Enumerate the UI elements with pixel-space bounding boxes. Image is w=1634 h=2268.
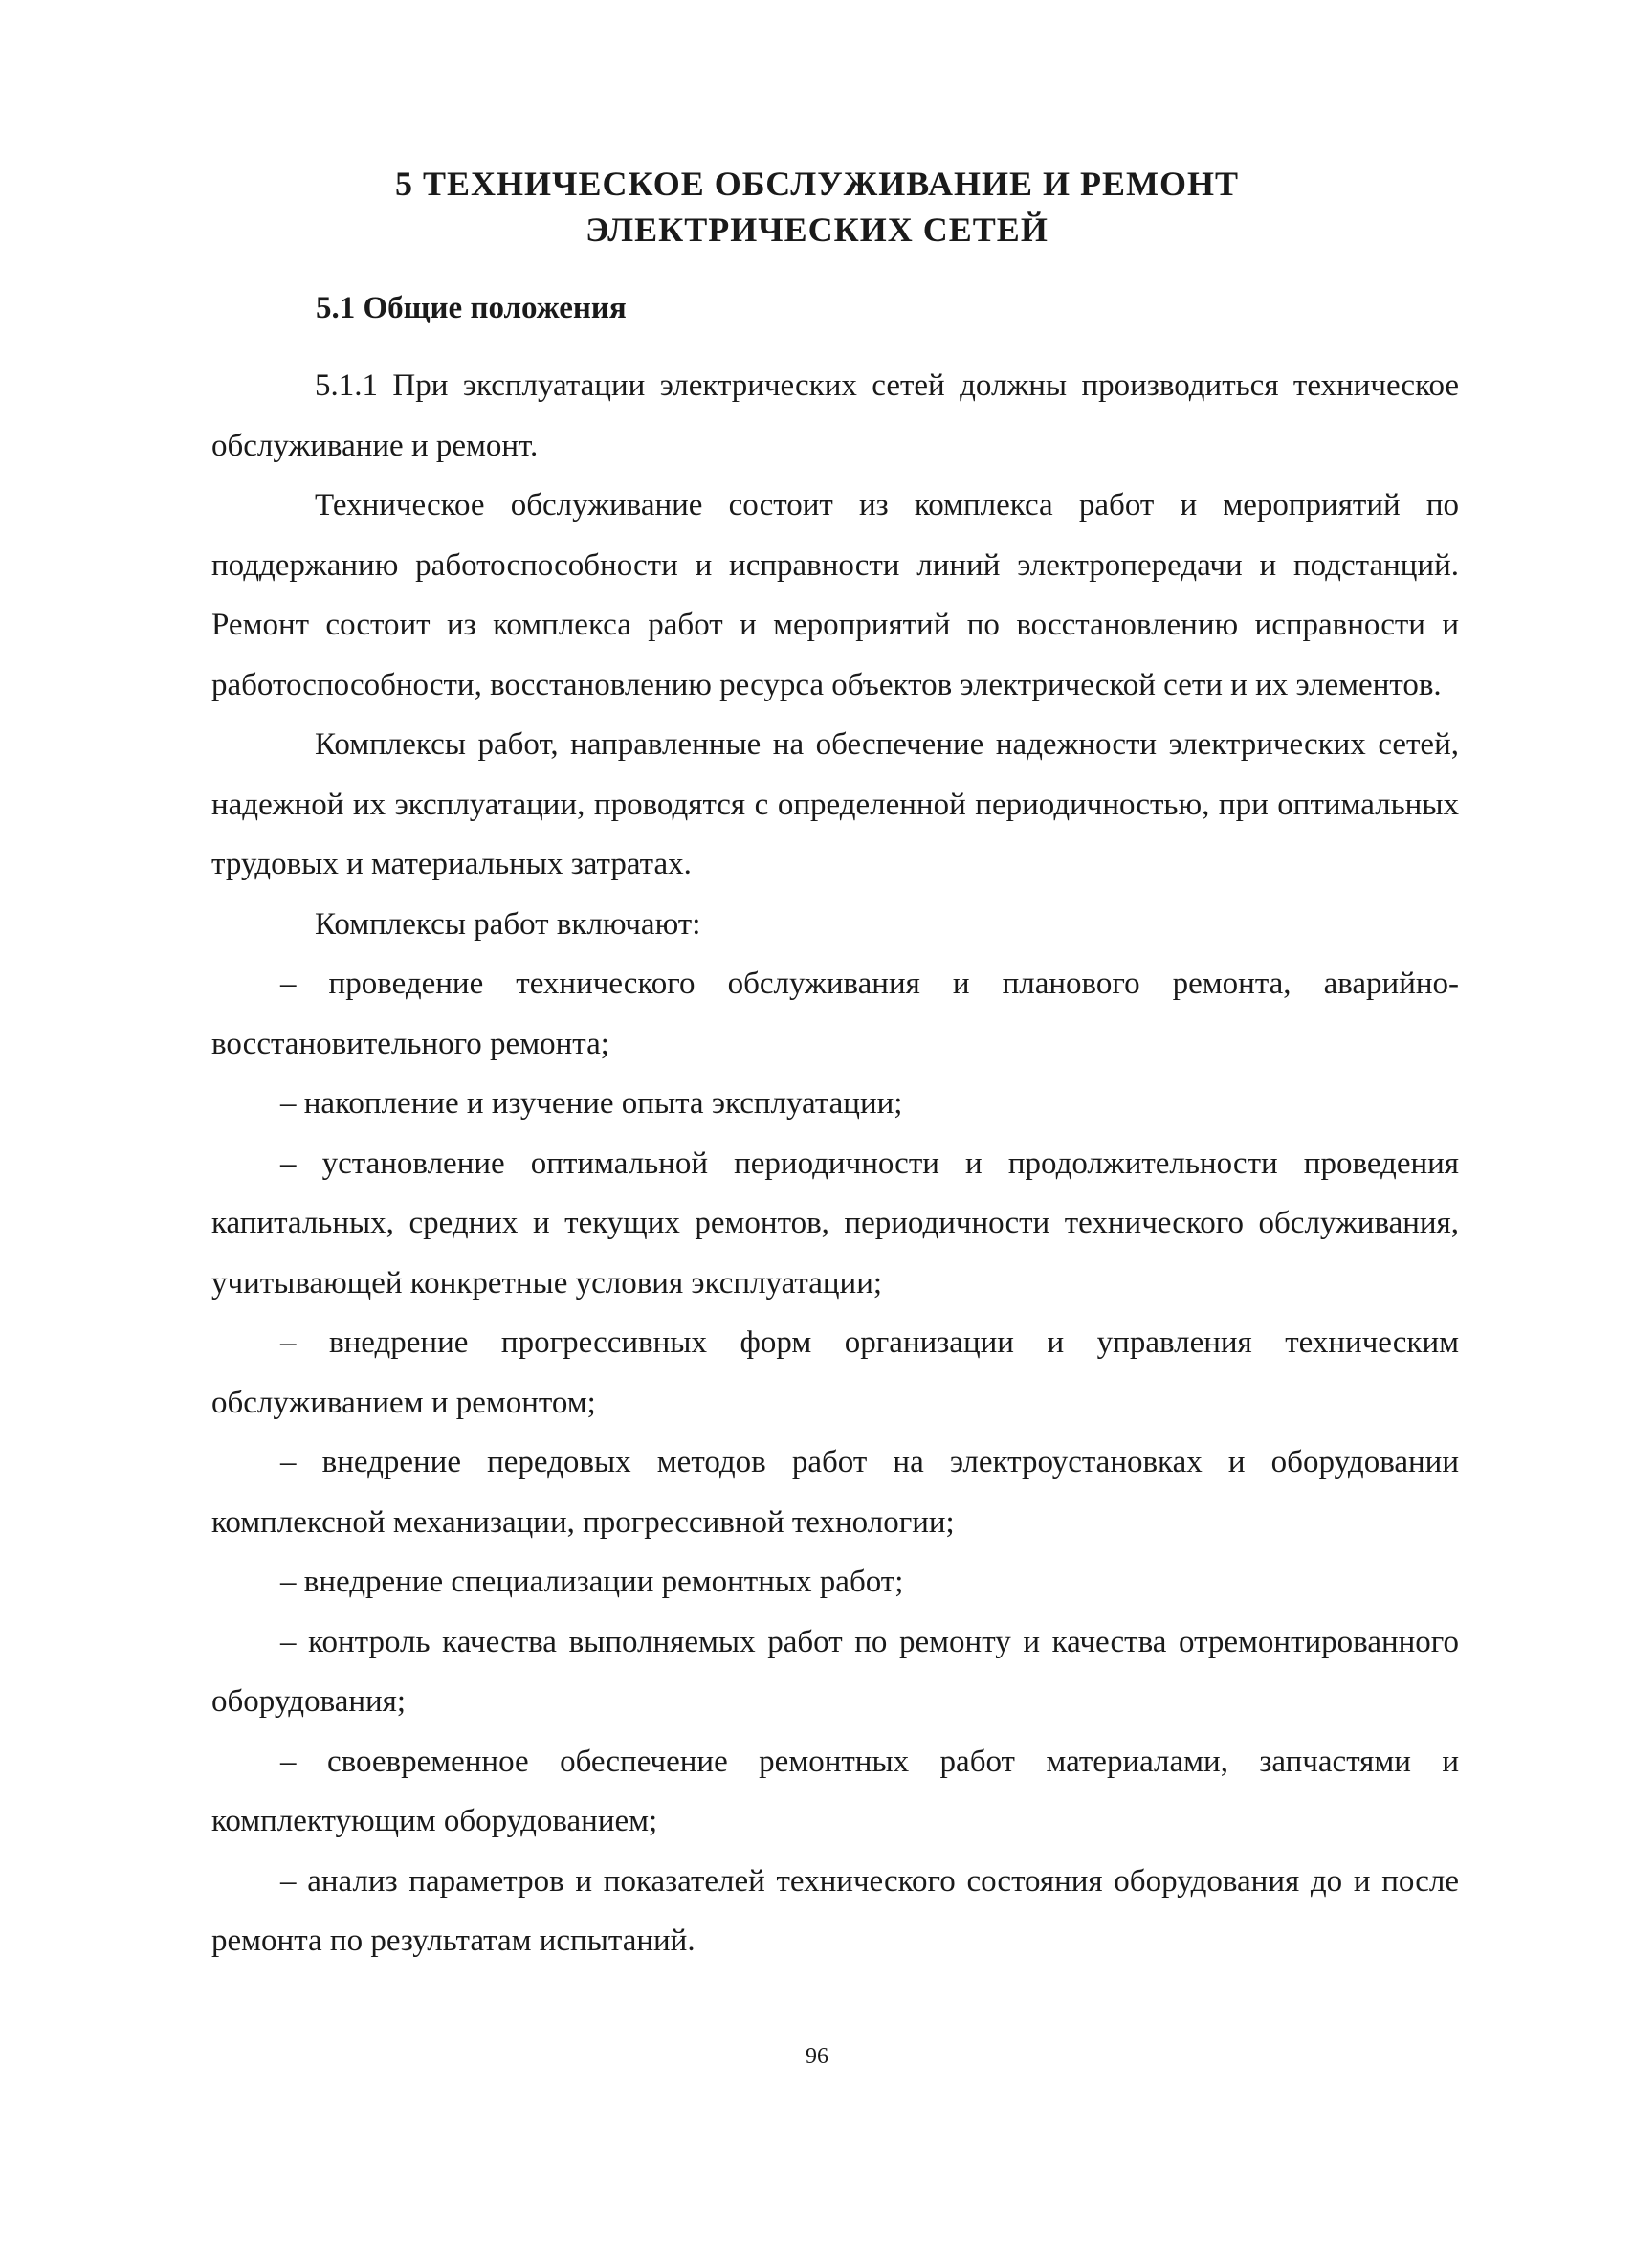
page-number: 96 xyxy=(806,2044,828,2069)
paragraph: Комплексы работ включают: xyxy=(315,906,701,942)
chapter-title xyxy=(0,161,1634,253)
list-item: – установление оптимальной периодичности и продолжительности проведения капитальных, средних и текущих ремонтов, периодичности технического обслуживания, учитывающей конкретные условия эксплуатации; xyxy=(211,1145,1459,1301)
list-item: – внедрение передовых методов работ на электроустановках и оборудовании комплексной механизации, прогрессивной технологии; xyxy=(211,1445,1459,1540)
list-item: – внедрение прогрессивных форм организации и управления техническим обслуживанием и ремонтом; xyxy=(211,1325,1459,1420)
list-item: – контроль качества выполняемых работ по ремонту и качества отремонтированного оборудования; xyxy=(211,1624,1459,1719)
chapter-title-line-1: 5 ТЕХНИЧЕСКОЕ ОБСЛУЖИВАНИЕ И РЕМОНТ xyxy=(395,165,1239,203)
list-item: – своевременное обеспечение ремонтных работ материалами, запчастями и комплектующим оборудованием; xyxy=(211,1744,1459,1838)
list-item: – проведение технического обслуживания и планового ремонта, аварийно-восстановительного ремонта; xyxy=(211,967,1459,1061)
list-item: – анализ параметров и показателей технического состояния оборудования до и после ремонта по результатам испытаний. xyxy=(211,1863,1459,1958)
list-item: – накопление и изучение опыта эксплуатации; xyxy=(280,1086,903,1121)
section-title: 5.1 Общие положения xyxy=(316,291,627,325)
paragraph: Техническое обслуживание состоит из комплекса работ и мероприятий по поддержанию работоспособности и исправности линий электропередачи и подстанций. Ремонт состоит из комплекса работ и мероприятий по восстановлению исправности и работоспособности, восстановлению ресурса объектов электрической сети и их элементов. xyxy=(211,488,1459,702)
paragraph: Комплексы работ, направленные на обеспечение надежности электрических сетей, надежной их эксплуатации, проводятся с определенной периодичностью, при оптимальных трудовых и материальных затратах. xyxy=(211,727,1459,881)
body-text xyxy=(211,356,1459,1971)
paragraph: 5.1.1 При эксплуатации электрических сетей должны производиться техническое обслуживание и ремонт. xyxy=(211,368,1459,463)
chapter-title-line-2: ЭЛЕКТРИЧЕСКИХ СЕТЕЙ xyxy=(585,211,1049,249)
list-item: – внедрение специализации ремонтных работ; xyxy=(280,1565,904,1599)
